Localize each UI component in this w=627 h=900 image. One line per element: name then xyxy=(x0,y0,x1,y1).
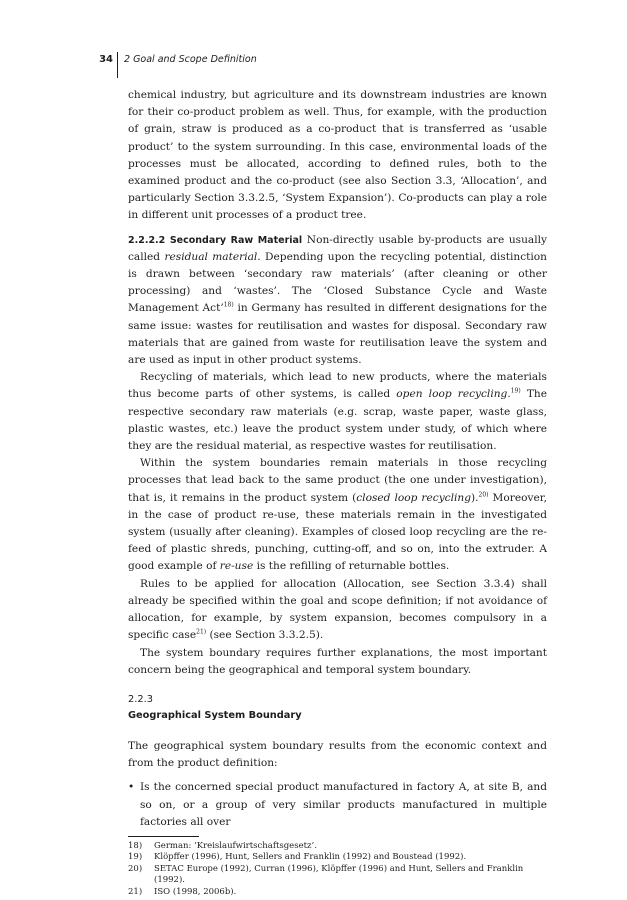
paragraph-closed-loop: Within the system boundaries remain materials in those recycling processes that lead back to the same product (the one under investigation), that is, it remains in the product system (closed loop recycling).$^{20)}$ Moreover, in the case of product re-use, these materials remain in the investigated system (usually after cleaning). Examples of closed loop recycling are the re-feed of plastic shreds, punching, cutting-off, and so on, into the extruder. A good example of re-use is the refilling of returnable bottles. xyxy=(128,457,547,573)
running-head: 2 Goal and Scope Definition xyxy=(124,54,257,65)
paragraph-secondary-raw-material: 2.2.2.2 Secondary Raw Material Non-directly usable by-products are usually called residual material. Depending upon the recycling potential, distinction is drawn between ‘secondary raw materials’ (after cleaning or other processing) and ‘wastes’. The ‘Closed Substance Cycle and Waste Management Act’$^{18)}$ in Germany has resulted in different designations for the same issue: wastes for reutilisation and wastes for disposal. Secondary raw materials that are gained from waste for reutilisation leave the system and are used as input in other product systems. xyxy=(128,233,547,367)
footnote-divider xyxy=(128,836,199,837)
footnote-ref-20: 20) xyxy=(478,491,489,499)
main-text xyxy=(128,87,547,898)
paragraph-geographical: The geographical system boundary results from the economic context and from the product definition: xyxy=(128,739,547,770)
footnote-ref-19: 19) xyxy=(510,387,521,395)
list-item-text: Is the concerned special product manufactured in factory A, at site B, and so on, or a group of very similar products manufactured in multiple factories all over xyxy=(140,781,547,828)
paragraph-allocation-rules: Rules to be applied for allocation (Allocation, see Section 3.3.4) shall already be specified within the goal and scope definition; if not avoidance of allocation, for example, by system expansion, becomes compulsory in a specific case$^{21)}$ (see Section 3.3.2.5). xyxy=(128,577,547,642)
paragraph-system-boundary: The system boundary requires further explanations, the most important concern being the geographical and temporal system boundary. xyxy=(128,646,547,676)
footnote-18: 18) German: ‘Kreislaufwirtschaftsgesetz’. xyxy=(128,840,317,851)
list-item xyxy=(128,779,547,831)
footnote-20: 20) SETAC Europe (1992), Curran (1996), Klöpffer (1996) and Hunt, Sellers and Franklin (1992). xyxy=(128,863,524,886)
page-header xyxy=(86,54,556,78)
section-title: Geographical System Boundary xyxy=(128,709,302,721)
footnote-19: 19) Klöpffer (1996), Hunt, Sellers and Franklin (1992) and Boustead (1992). xyxy=(128,852,467,863)
footnote-ref-18: 18) xyxy=(223,301,234,309)
footnote-21: 21) ISO (1998, 2006b). xyxy=(128,886,237,897)
subsection-heading: 2.2.2.2 Secondary Raw Material xyxy=(128,234,303,246)
footnote-ref-21: 21) xyxy=(196,628,207,636)
bullet-icon: • xyxy=(128,781,135,794)
header-divider xyxy=(117,52,118,78)
paragraph-open-loop: Recycling of materials, which lead to new products, where the materials thus become parts of other systems, is called open loop recycling.$^{19)}$ The respective secondary raw materials (e.g. scrap, waste paper, waste glass, plastic wastes, etc.) leave the product system under study, of which where they are the residual material, as respective wastes for reutilisation. xyxy=(128,371,547,453)
section-number: 2.2.3 xyxy=(128,693,153,705)
paragraph-coproducts: chemical industry, but agriculture and its downstream industries are known for their co-product problem as well. Thus, for example, with the production of grain, straw is produced as a co-product that is transferred as ‘usable product’ to the system surrounding. In this case, environmental loads of the processes must be allocated, according to defined rules, both to the examined product and the co-product (see also Section 3.3, ‘Allocation’, and particularly Section 3.3.2.5, ‘System Expansion’). Co-products can play a role in different unit processes of a product tree. xyxy=(128,89,547,222)
page-number: 34 xyxy=(99,54,113,65)
